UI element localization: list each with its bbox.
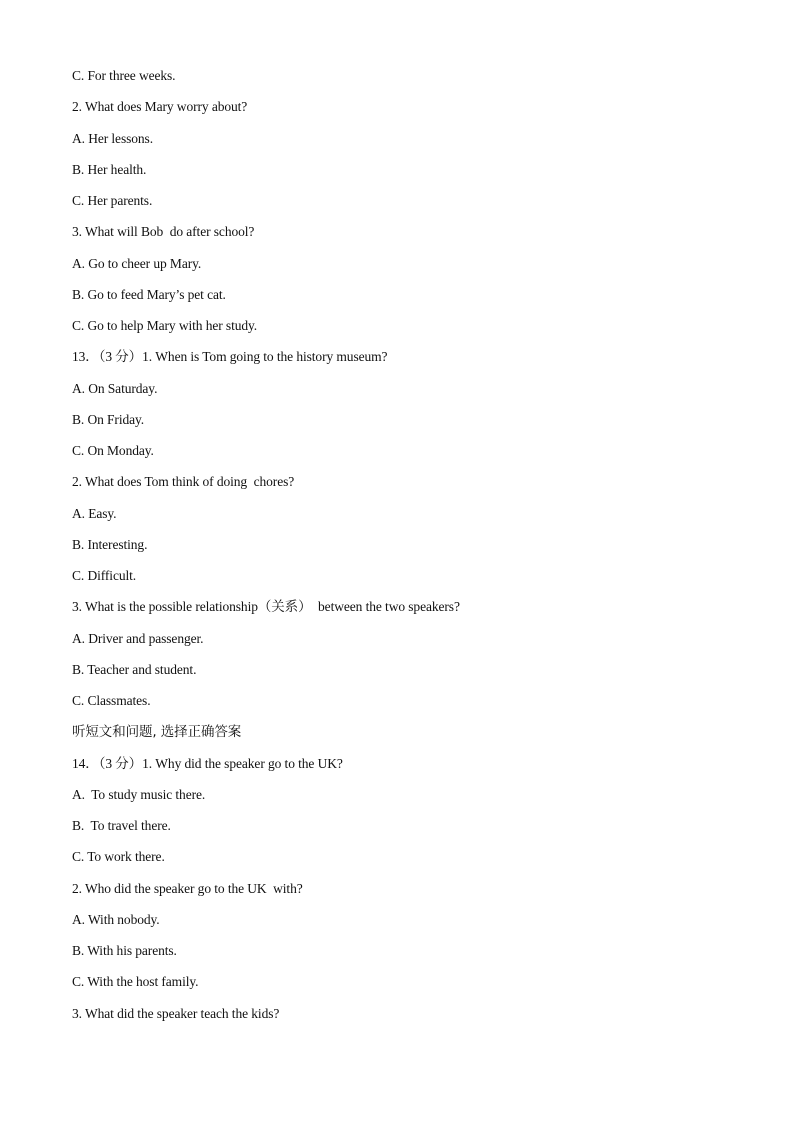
- text-line: B. Teacher and student.: [72, 661, 197, 677]
- text-line: 3. What will Bob do after school?: [72, 224, 255, 240]
- text-line: B. With his parents.: [72, 943, 177, 958]
- text-line: B. On Friday.: [72, 411, 145, 427]
- text-line: 2. What does Tom think of doing chores?: [72, 474, 295, 490]
- text-line: C. With the host family.: [72, 974, 199, 990]
- text-line: C. Classmates.: [72, 693, 151, 708]
- text-line: A. With nobody.: [72, 911, 160, 927]
- text-line: 2. Who did the speaker go to the UK with?: [72, 880, 303, 896]
- question-list: [72, 66, 752, 1035]
- text-line: 3. What is the possible relationship（关系） between the two speakers?: [72, 599, 460, 615]
- text-line: B. Interesting.: [72, 536, 148, 552]
- section-heading: 听短文和问题, 选择正确答案: [72, 724, 242, 741]
- text-line: C. Her parents.: [72, 193, 153, 208]
- text-line: A. Go to cheer up Mary.: [72, 255, 202, 271]
- text-line: C. Go to help Mary with her study.: [72, 318, 258, 333]
- text-line: B. Go to feed Mary’s pet cat.: [72, 286, 226, 302]
- text-line: 13．（3 分）1. When is Tom going to the history museum?: [72, 349, 388, 365]
- text-line: A. To study music there.: [72, 786, 206, 802]
- text-line: A. Easy.: [72, 505, 117, 521]
- text-line: C. Difficult.: [72, 568, 137, 583]
- text-line: 14．（3 分）1. Why did the speaker go to the UK?: [72, 755, 343, 771]
- text-line: B. To travel there.: [72, 818, 171, 833]
- text-line: A. Driver and passenger.: [72, 630, 204, 646]
- text-line: A. Her lessons.: [72, 130, 153, 146]
- text-line: C. To work there.: [72, 849, 165, 865]
- text-line: 2. What does Mary worry about?: [72, 99, 248, 115]
- text-line: C. For three weeks.: [72, 68, 176, 83]
- text-line: A. On Saturday.: [72, 380, 158, 396]
- text-line: B. Her health.: [72, 161, 147, 177]
- text-line: C. On Monday.: [72, 443, 154, 458]
- text-line: 3. What did the speaker teach the kids?: [72, 1005, 280, 1021]
